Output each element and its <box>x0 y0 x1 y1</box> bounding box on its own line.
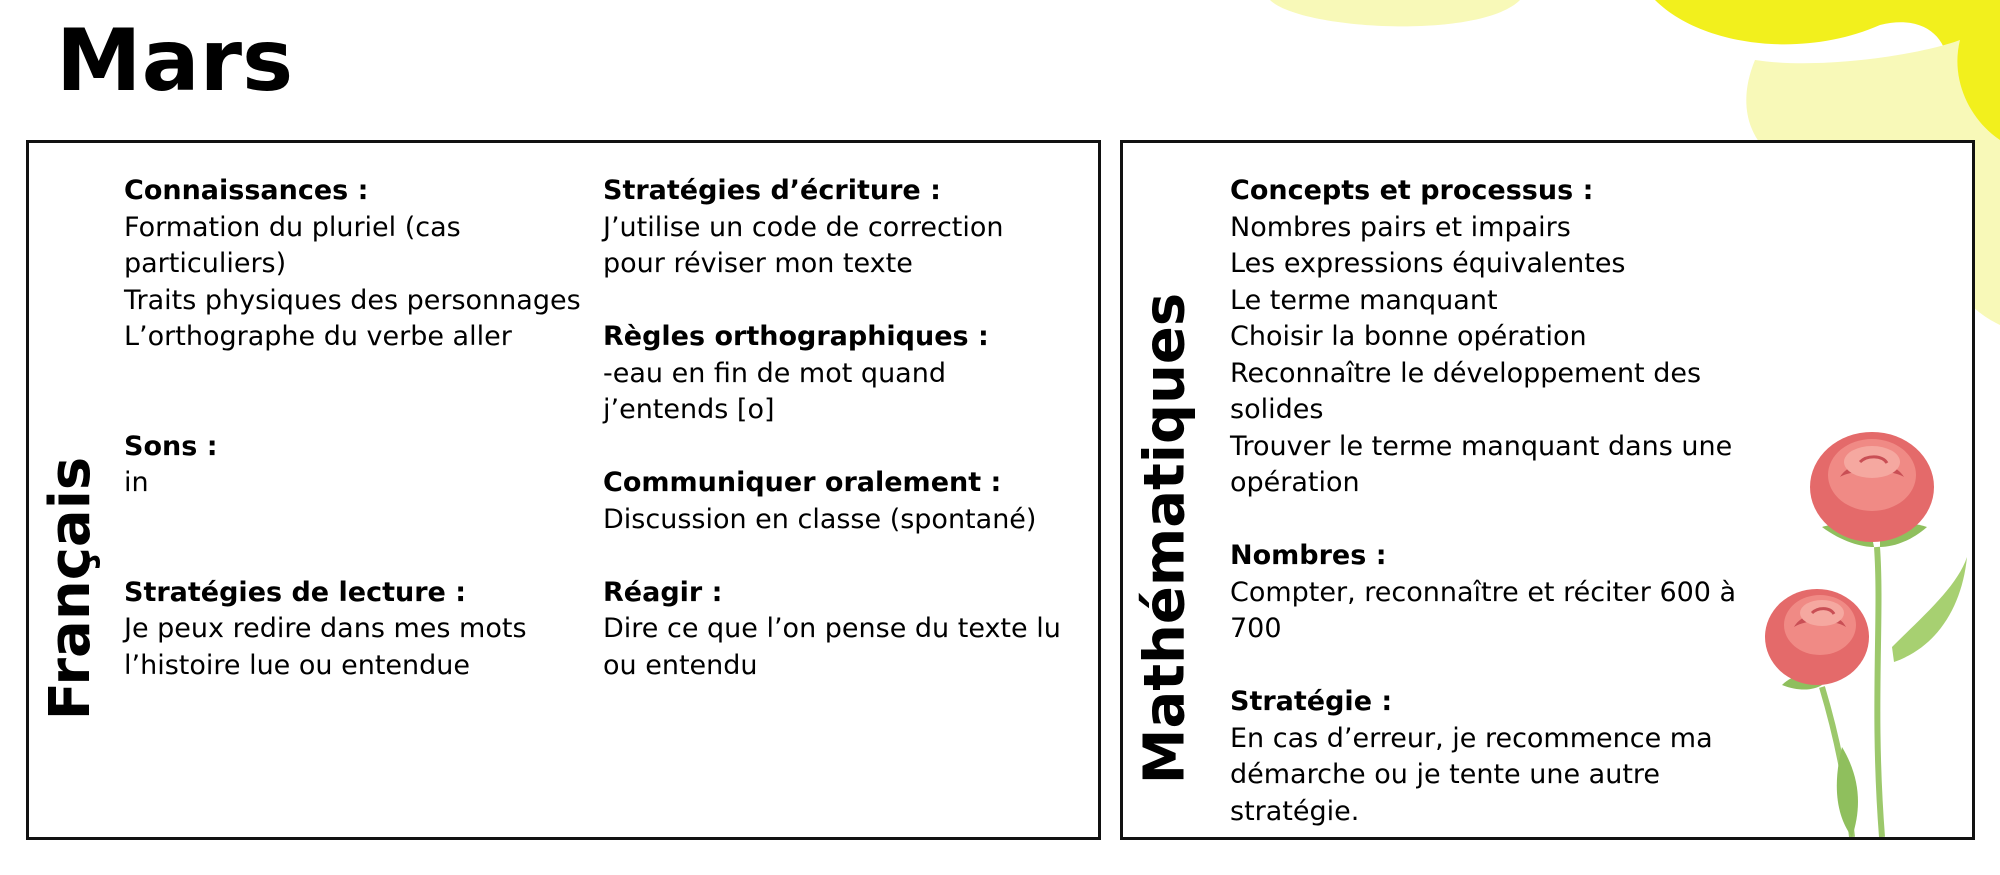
page-title: Mars <box>56 11 294 111</box>
section-strategies-lecture <box>124 575 614 685</box>
section-line: J’utilise un code de correction <box>603 211 1004 243</box>
section-heading: Communiquer oralement : <box>603 467 1002 498</box>
section-line: stratégie. <box>1230 795 1360 827</box>
section-heading: Stratégies de lecture : <box>124 576 467 608</box>
francais-vertical-title <box>29 161 113 821</box>
francais-column-1 <box>124 173 614 684</box>
section-reagir <box>603 575 1093 685</box>
mathematiques-panel <box>1120 140 1975 840</box>
section-line: pour réviser mon texte <box>603 248 913 279</box>
section-line: particuliers) <box>124 248 287 279</box>
francais-column-2 <box>603 173 1093 684</box>
section-heading: Réagir : <box>603 576 723 608</box>
section-line: Les expressions équivalentes <box>1230 248 1626 279</box>
section-line: l’histoire lue ou entendue <box>124 649 470 681</box>
section-line: Compter, reconnaître et réciter 600 à <box>1230 576 1737 608</box>
section-regles-orthographiques <box>603 319 1093 429</box>
section-line: Choisir la bonne opération <box>1230 321 1587 352</box>
section-line: Discussion en classe (spontané) <box>603 503 1037 535</box>
section-heading: Règles orthographiques : <box>603 321 989 352</box>
section-line: En cas d’erreur, je recommence ma <box>1230 722 1713 754</box>
section-heading: Connaissances : <box>124 175 369 206</box>
section-concepts-processus <box>1230 173 1770 502</box>
section-heading: Nombres : <box>1230 540 1387 571</box>
francais-panel <box>26 140 1101 840</box>
section-line: L’orthographe du verbe aller <box>124 321 512 352</box>
section-line: ou entendu <box>603 649 758 681</box>
section-sons <box>124 429 614 502</box>
section-connaissances <box>124 173 614 356</box>
mathematiques-column <box>1230 173 1770 830</box>
section-heading: Stratégies d’écriture : <box>603 175 941 206</box>
section-line: -eau en fin de mot quand <box>603 357 946 389</box>
section-heading: Stratégie : <box>1230 686 1393 717</box>
section-nombres <box>1230 538 1770 648</box>
section-line: in <box>124 467 149 498</box>
mathematiques-vertical-title <box>1123 161 1207 821</box>
rose-flowers-illustration <box>1722 387 1972 837</box>
section-line: Le terme manquant <box>1230 284 1498 316</box>
section-line: démarche ou je tente une autre <box>1230 759 1661 790</box>
section-line: 700 <box>1230 613 1282 644</box>
section-line: solides <box>1230 394 1324 425</box>
section-line: Je peux redire dans mes mots <box>124 613 527 644</box>
section-line: opération <box>1230 467 1360 498</box>
section-strategies-ecriture <box>603 173 1093 283</box>
section-heading: Concepts et processus : <box>1230 175 1594 206</box>
section-line: j’entends [o] <box>603 394 775 425</box>
section-communiquer-oralement <box>603 465 1093 538</box>
section-line: Nombres pairs et impairs <box>1230 211 1571 243</box>
section-strategie <box>1230 684 1770 830</box>
francais-label: Français <box>38 456 104 721</box>
section-line: Trouver le terme manquant dans une <box>1230 430 1733 462</box>
section-line: Traits physiques des personnages <box>124 284 581 316</box>
section-heading: Sons : <box>124 430 218 462</box>
section-line: Formation du pluriel (cas <box>124 211 461 243</box>
section-line: Dire ce que l’on pense du texte lu <box>603 613 1061 644</box>
section-line: Reconnaître le développement des <box>1230 357 1702 389</box>
mathematiques-label: Mathématiques <box>1132 292 1198 785</box>
